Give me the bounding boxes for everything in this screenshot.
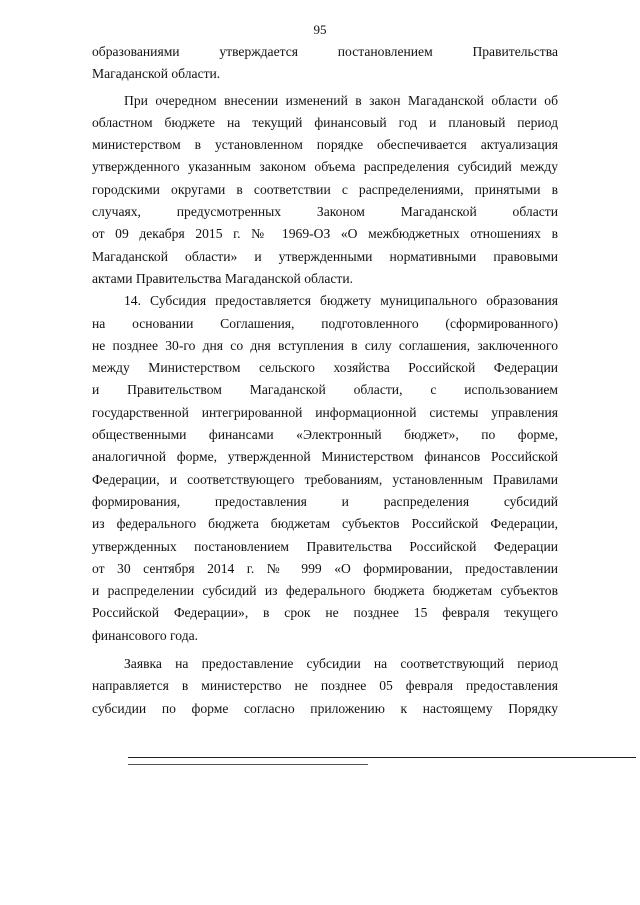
text-line: Магаданской области. (92, 66, 221, 82)
text-line: от 09 декабря 2015 г. № 1969-ОЗ «О межбюджетных отношениях в (92, 226, 558, 242)
text-line: направляется в министерство не позднее 05 февраля предоставления (92, 678, 558, 694)
text-line: не позднее 30-го дня со дня вступления в силу соглашения, заключенного (92, 337, 558, 353)
paragraph-continuation (92, 41, 558, 86)
text-line: общественными финансами «Электронный бюджет», по форме, (92, 427, 558, 443)
text-line: государственной интегрированной информационной системы управления (92, 404, 558, 420)
text-line: финансового года. (92, 627, 199, 643)
footer-divider-thin (128, 764, 368, 765)
document-body (92, 41, 558, 720)
text-line: Заявка на предоставление субсидии на соответствующий период (124, 656, 558, 672)
text-line: Российской Федерации», в срок не позднее 15 февраля текущего (92, 605, 558, 621)
text-line: формирования, предоставления и распределения субсидий (92, 493, 558, 509)
text-line: городскими округами в соответствии с распределениями, принятыми в (92, 181, 558, 197)
text-line: из федерального бюджета бюджетам субъектов Российской Федерации, (92, 516, 558, 532)
text-line: 14. Субсидия предоставляется бюджету муниципального образования (124, 293, 558, 309)
text-line: субсидии по форме согласно приложению к настоящему Порядку (92, 700, 558, 716)
paragraph-application (92, 653, 558, 720)
text-line: Федерации, и соответствующего требованиям, установленным Правилами (92, 471, 558, 487)
text-line: на основании Соглашения, подготовленного (сформированного) (92, 315, 558, 331)
text-line: актами Правительства Магаданской области. (92, 270, 354, 286)
text-line: утвержденных постановлением Правительства Российской Федерации (92, 538, 558, 554)
text-line: министерством в установленном порядке обеспечивается актуализация (92, 137, 558, 153)
text-line: При очередном внесении изменений в закон Магаданской области об (124, 92, 558, 108)
footer-divider (128, 757, 636, 758)
text-line: и Правительством Магаданской области, с использованием (92, 382, 558, 398)
text-line: аналогичной форме, утвержденной Министерством финансов Российской (92, 449, 558, 465)
text-line: случаях, предусмотренных Законом Магаданской области (92, 204, 558, 220)
paragraph-amendments (92, 90, 558, 291)
text-line: между Министерством сельского хозяйства Российской Федерации (92, 360, 558, 376)
text-line: областном бюджете на текущий финансовый год и плановый период (92, 114, 558, 130)
text-line: от 30 сентября 2014 г. № 999 «О формировании, предоставлении (92, 560, 558, 576)
text-line: Магаданской области» и утвержденными нормативными правовыми (92, 248, 558, 264)
paragraph-item-14 (92, 290, 558, 647)
text-line: образованиями утверждается постановлением Правительства (92, 44, 558, 59)
page-number: 95 (313, 22, 327, 37)
text-line: утвержденного указанным законом объема распределения субсидий между (92, 159, 558, 175)
text-line: и распределении субсидий из федерального бюджета бюджетам субъектов (92, 583, 558, 599)
